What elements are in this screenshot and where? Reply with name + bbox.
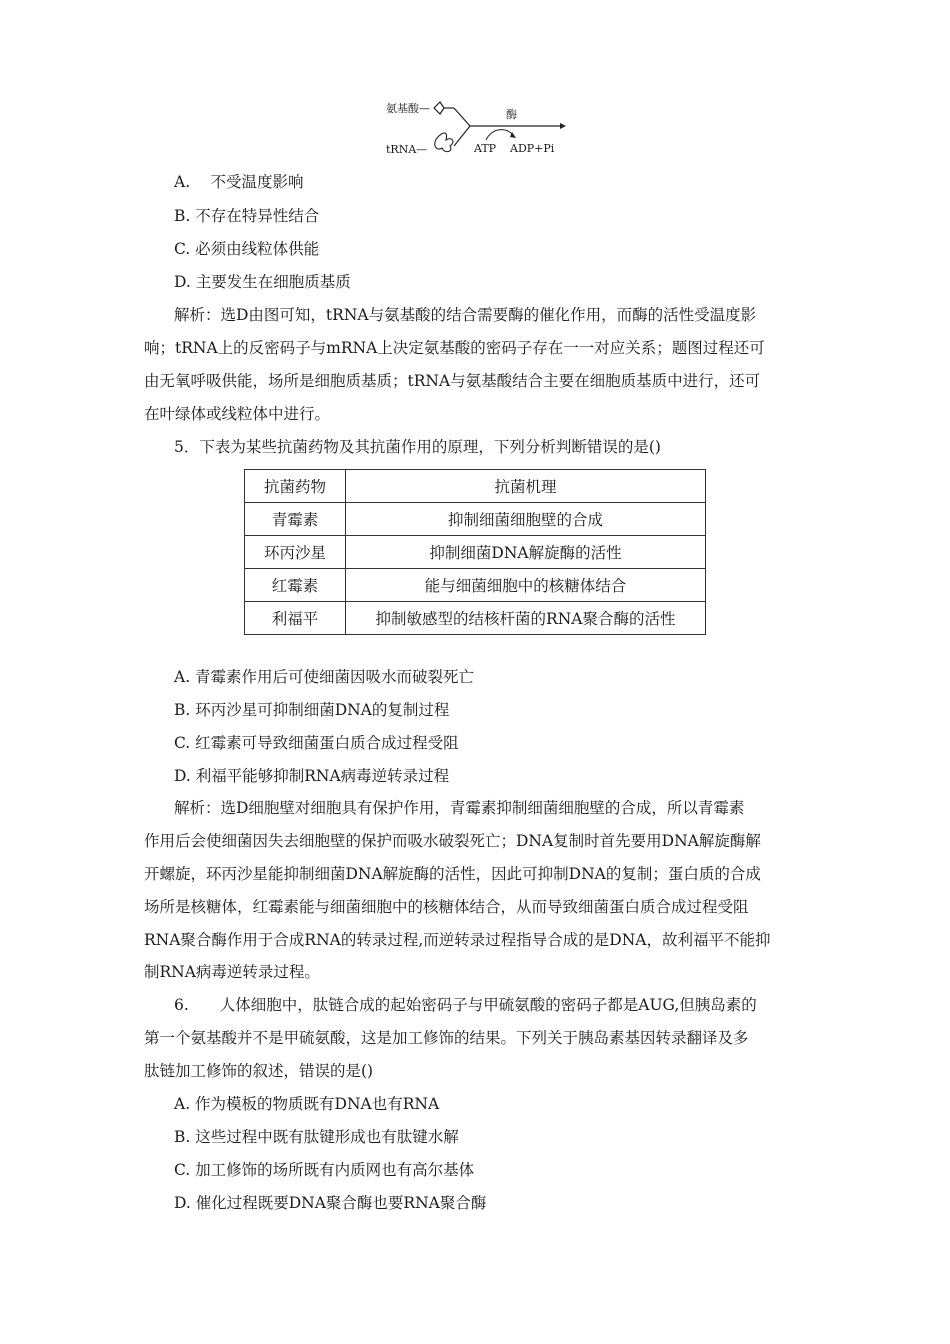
- q4-analysis-line-2: 响；tRNA上的反密码子与mRNA上决定氨基酸的密码子存在一一对应关系；题图过程还可: [144, 339, 765, 357]
- table-row: [245, 503, 706, 536]
- table-header-row: [245, 470, 706, 503]
- reaction-arrowhead: [560, 123, 566, 129]
- table-row: [245, 569, 706, 602]
- q4-analysis-line-3: 由无氧呼吸供能，场所是细胞质基质；tRNA与氨基酸结合主要在细胞质基质中进行，还可: [144, 372, 761, 390]
- amino-acid-shape: [434, 102, 444, 114]
- q5-option-c: C. 红霉素可导致细菌蛋白质合成过程受阻: [174, 734, 459, 752]
- q6-stem-line-1: 6. 人体细胞中，肽链合成的起始密码子与甲硫氨酸的密码子都是AUG,但胰岛素的: [174, 996, 757, 1014]
- q4-analysis-line-4: 在叶绿体或线粒体中进行。: [144, 405, 331, 423]
- table-header-drug: 抗菌药物: [245, 470, 346, 503]
- amino-acid-label: 氨基酸—: [386, 102, 430, 115]
- q5-analysis-line-3: 开螺旋，环丙沙星能抑制细菌DNA解旋酶的活性，因此可抑制DNA的复制；蛋白质的合成: [144, 865, 761, 883]
- merge-lines: [454, 108, 470, 146]
- q5-analysis-line-2: 作用后会使细菌因失去细胞壁的保护而吸水破裂死亡；DNA复制时首先要用DNA解旋酶解: [144, 832, 761, 850]
- table-cell-drug: 利福平: [245, 602, 346, 635]
- q6-option-a: A. 作为模板的物质既有DNA也有RNA: [174, 1095, 440, 1113]
- q5-option-b: B. 环丙沙星可抑制细菌DNA的复制过程: [174, 701, 450, 719]
- q4-option-c: C. 必须由线粒体供能: [174, 240, 320, 258]
- q4-analysis-line-1: 解析：选D由图可知，tRNA与氨基酸的结合需要酶的催化作用，而酶的活性受温度影: [174, 306, 757, 324]
- q6-option-d: D. 催化过程既要DNA聚合酶也要RNA聚合酶: [174, 1194, 487, 1212]
- q5-option-d: D. 利福平能够抑制RNA病毒逆转录过程: [174, 767, 450, 785]
- table-cell-mechanism: 抑制细菌细胞壁的合成: [346, 503, 706, 536]
- q4-option-a: A. 不受温度影响: [174, 173, 304, 191]
- atp-curve-arrow: [486, 130, 514, 140]
- q5-analysis-line-6: 制RNA病毒逆转录过程。: [144, 963, 320, 981]
- q6-option-c: C. 加工修饰的场所既有内质网也有高尔基体: [174, 1161, 475, 1179]
- q6-stem-line-2: 第一个氨基酸并不是甲硫氨酸，这是加工修饰的结果。下列关于胰岛素基因转录翻译及多: [144, 1029, 749, 1047]
- q5-analysis-line-5: RNA聚合酶作用于合成RNA的转录过程,而逆转录过程指导合成的是DNA，故利福平不能抑: [144, 931, 771, 949]
- table-row: [245, 602, 706, 635]
- trna-amino-acid-diagram: [382, 96, 572, 160]
- q4-option-d: D. 主要发生在细胞质基质: [174, 273, 351, 291]
- table-cell-mechanism: 能与细菌细胞中的核糖体结合: [346, 569, 706, 602]
- q5-analysis-line-1: 解析：选D细胞壁对细胞具有保护作用，青霉素抑制细菌细胞壁的合成，所以青霉素: [174, 799, 745, 817]
- table-cell-drug: 环丙沙星: [245, 536, 346, 569]
- enzyme-label: 酶: [506, 108, 517, 121]
- table-row: [245, 536, 706, 569]
- table-cell-drug: 红霉素: [245, 569, 346, 602]
- adp-label: ADP+Pi: [510, 142, 555, 155]
- trna-clover-shape: [435, 133, 453, 152]
- trna-label: tRNA—: [386, 143, 428, 156]
- table-cell-mechanism: 抑制细菌DNA解旋酶的活性: [346, 536, 706, 569]
- antibiotic-table: [244, 469, 706, 635]
- q6-stem-line-3: 肽链加工修饰的叙述，错误的是(): [144, 1062, 374, 1080]
- table-cell-drug: 青霉素: [245, 503, 346, 536]
- q5-stem: 5．下表为某些抗菌药物及其抗菌作用的原理，下列分析判断错误的是(): [174, 438, 661, 456]
- atp-label: ATP: [474, 142, 497, 155]
- q5-option-a: A. 青霉素作用后可使细菌因吸水而破裂死亡: [174, 668, 475, 686]
- reaction-diagram-svg: [382, 96, 572, 160]
- table-cell-mechanism: 抑制敏感型的结核杆菌的RNA聚合酶的活性: [346, 602, 706, 635]
- q5-analysis-line-4: 场所是核糖体，红霉素能与细菌细胞中的核糖体结合，从而导致细菌蛋白质合成过程受阻: [144, 898, 749, 916]
- table-header-mechanism: 抗菌机理: [346, 470, 706, 503]
- q4-option-b: B. 不存在特异性结合: [174, 207, 320, 225]
- q6-option-b: B. 这些过程中既有肽键形成也有肽键水解: [174, 1128, 459, 1146]
